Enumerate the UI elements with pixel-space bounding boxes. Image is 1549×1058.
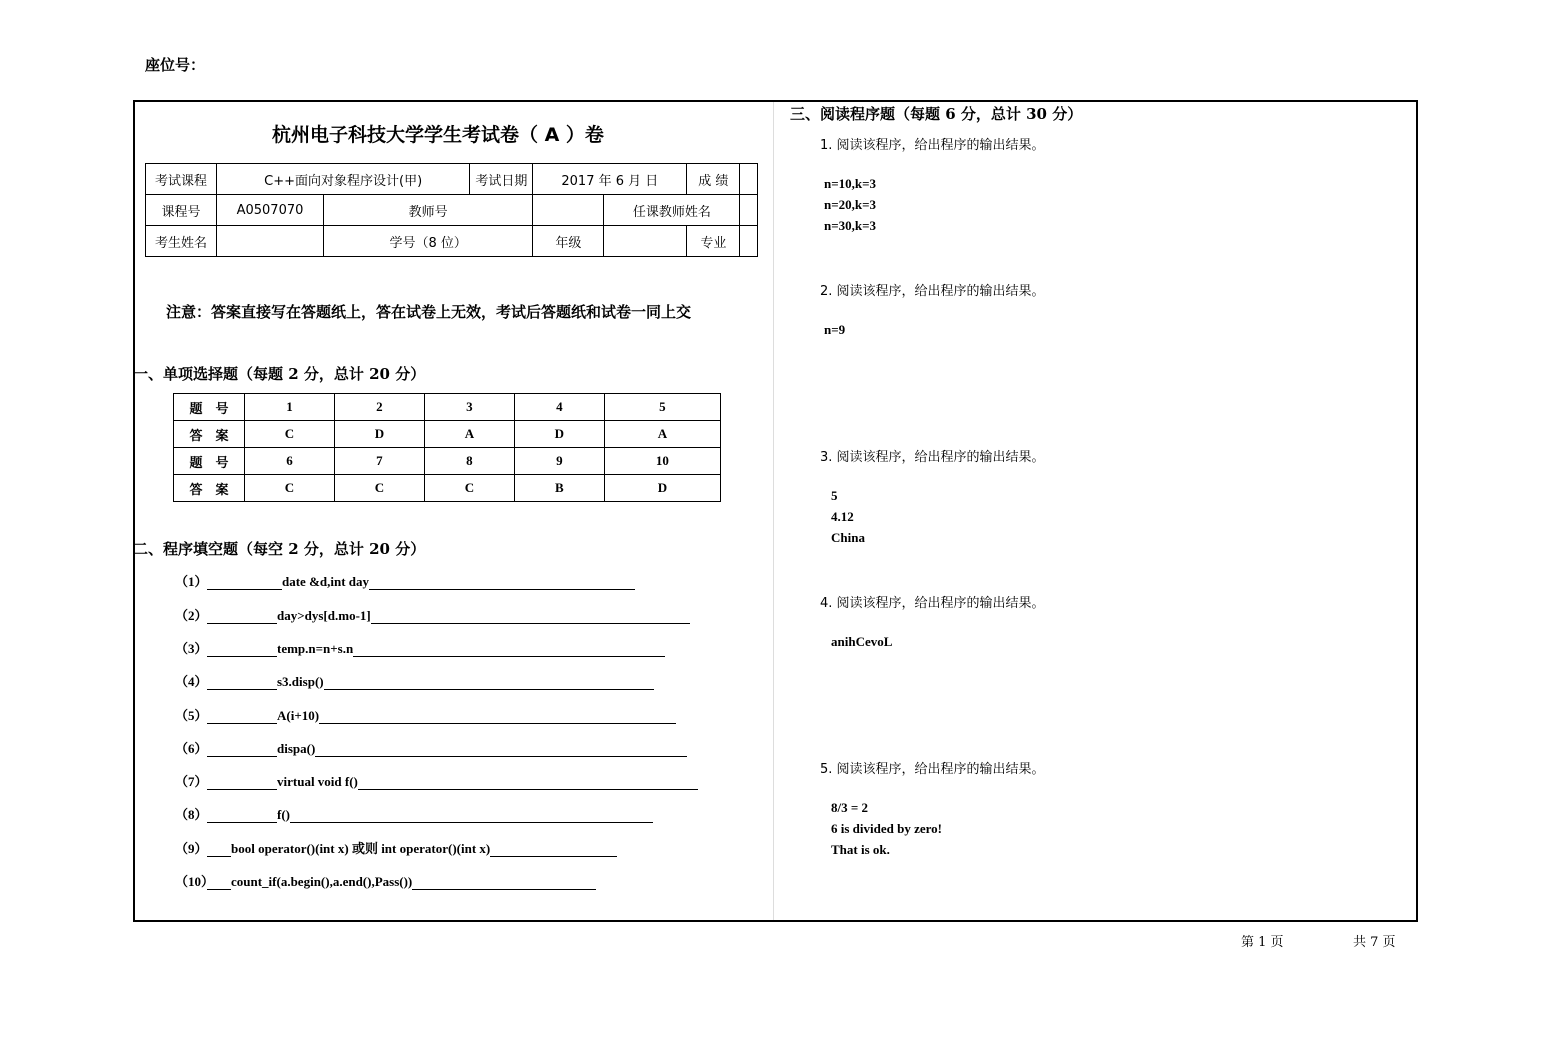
- answer-cell: A: [424, 421, 514, 448]
- student-name-label: 考生姓名: [146, 226, 217, 257]
- page-number: 第 1 页: [1241, 935, 1284, 950]
- teacher-name-field[interactable]: [740, 195, 758, 226]
- blank-line: [207, 640, 277, 657]
- fill-blank-item: [175, 606, 690, 624]
- answer-text: virtual void f(): [277, 774, 358, 789]
- answer-text: count_if(a.begin(),a.end(),Pass()): [231, 874, 413, 889]
- fill-blank-item: [175, 706, 676, 724]
- output-line: That is ok.: [831, 842, 890, 857]
- date-value: 2017 年 6 月 日: [533, 164, 687, 195]
- question-prompt: 2. 阅读该程序，给出程序的输出结果。: [820, 284, 1045, 299]
- answer-cell: 4: [514, 394, 604, 421]
- answer-cell: D: [604, 475, 720, 502]
- answer-cell: 5: [604, 394, 720, 421]
- fill-blank-item: [175, 805, 653, 823]
- item-number: （10）: [175, 874, 215, 889]
- item-number: （5）: [175, 708, 208, 723]
- answer-cell: B: [514, 475, 604, 502]
- grade-label: 年级: [533, 226, 604, 257]
- row-label: 题 号: [174, 448, 245, 475]
- teacher-name-label: 任课教师姓名: [604, 195, 740, 226]
- fill-blank-item: [175, 772, 698, 790]
- score-field[interactable]: [740, 164, 758, 195]
- question-prompt: 4. 阅读该程序，给出程序的输出结果。: [820, 596, 1045, 611]
- answer-cell: 6: [245, 448, 335, 475]
- answer-row: [174, 421, 721, 448]
- output-line: n=20,k=3: [824, 197, 877, 212]
- answer-cell: C: [245, 421, 335, 448]
- fill-blank-item: [175, 872, 596, 890]
- student-no-label: 学号（8 位）: [324, 226, 533, 257]
- answer-cell: 10: [604, 448, 720, 475]
- answer-cell: A: [604, 421, 720, 448]
- column-divider: [773, 102, 774, 920]
- page-total: 共 7 页: [1353, 935, 1396, 950]
- item-number: （7）: [175, 774, 208, 789]
- item-number: （3）: [175, 641, 208, 656]
- blank-line: [207, 873, 231, 890]
- answer-text: f(): [277, 807, 290, 822]
- output-line: 8/3 = 2: [831, 800, 869, 815]
- answer-cell: 9: [514, 448, 604, 475]
- blank-line: [315, 740, 687, 757]
- answer-text: temp.n=n+s.n: [277, 641, 354, 656]
- output-line: 5: [831, 488, 838, 503]
- section2-heading: 二、程序填空题（每空 2 分，总计 20 分）: [133, 540, 426, 558]
- blank-line: [324, 673, 654, 690]
- row-label: 题 号: [174, 394, 245, 421]
- info-table: [145, 163, 758, 257]
- section1-heading: 一、单项选择题（每题 2 分，总计 20 分）: [133, 365, 426, 383]
- page-title: 杭州电子科技大学学生考试卷（ A ）卷: [272, 124, 604, 146]
- course-no-value: A0507070: [217, 195, 324, 226]
- blank-line: [207, 806, 277, 823]
- answer-cell: C: [424, 475, 514, 502]
- item-number: （8）: [175, 807, 208, 822]
- fill-blank-item: [175, 572, 635, 590]
- answer-cell: D: [514, 421, 604, 448]
- teacher-no-label: 教师号: [324, 195, 533, 226]
- output-line: 6 is divided by zero!: [831, 821, 942, 836]
- fill-blank-item: [175, 739, 687, 757]
- date-label: 考试日期: [470, 164, 533, 195]
- blank-line: [207, 773, 277, 790]
- item-number: （6）: [175, 741, 208, 756]
- blank-line: [412, 873, 596, 890]
- answer-text: day>dys[d.mo-1]: [277, 608, 371, 623]
- course-no-label: 课程号: [146, 195, 217, 226]
- answer-row: [174, 394, 721, 421]
- blank-line: [290, 806, 653, 823]
- blank-line: [207, 573, 282, 590]
- blank-line: [353, 640, 665, 657]
- row-label: 答 案: [174, 475, 245, 502]
- output-line: China: [831, 530, 865, 545]
- blank-line: [319, 707, 676, 724]
- blank-line: [358, 773, 698, 790]
- blank-line: [371, 607, 690, 624]
- output-line: anihCevoL: [831, 634, 893, 649]
- answer-text: dispa(): [277, 741, 316, 756]
- student-name-field[interactable]: [217, 226, 324, 257]
- answer-text: bool operator()(int x) 或则 int operator()(int x): [231, 841, 491, 856]
- score-label: 成 绩: [687, 164, 740, 195]
- output-line: n=30,k=3: [824, 218, 877, 233]
- major-label: 专业: [687, 226, 740, 257]
- fill-blank-item: [175, 672, 654, 690]
- answer-cell: 1: [245, 394, 335, 421]
- question-prompt: 1. 阅读该程序，给出程序的输出结果。: [820, 138, 1045, 153]
- answer-text: A(i+10): [277, 708, 320, 723]
- blank-line: [207, 707, 277, 724]
- major-field[interactable]: [740, 226, 758, 257]
- fill-blank-item: [175, 639, 665, 657]
- question-prompt: 5. 阅读该程序，给出程序的输出结果。: [820, 762, 1045, 777]
- item-number: （9）: [175, 841, 208, 856]
- answer-cell: 2: [334, 394, 424, 421]
- blank-line: [207, 607, 277, 624]
- blank-line: [207, 840, 231, 857]
- blank-line: [207, 673, 277, 690]
- answer-cell: D: [334, 421, 424, 448]
- answer-row: [174, 448, 721, 475]
- seat-label: 座位号：: [145, 56, 206, 74]
- blank-line: [369, 573, 635, 590]
- output-line: n=9: [824, 322, 846, 337]
- answer-cell: 8: [424, 448, 514, 475]
- blank-line: [490, 840, 617, 857]
- item-number: （4）: [175, 674, 208, 689]
- section3-heading: 三、阅读程序题（每题 6 分，总计 30 分）: [790, 105, 1083, 123]
- row-label: 答 案: [174, 421, 245, 448]
- notice: 注意：答案直接写在答题纸上，答在试卷上无效，考试后答题纸和试卷一同上交: [166, 303, 692, 321]
- answer-cell: C: [334, 475, 424, 502]
- item-number: （2）: [175, 608, 208, 623]
- course-label: 考试课程: [146, 164, 217, 195]
- question-prompt: 3. 阅读该程序，给出程序的输出结果。: [820, 450, 1045, 465]
- grade-field[interactable]: [604, 226, 687, 257]
- course-value: C++面向对象程序设计(甲): [217, 164, 470, 195]
- teacher-no-field[interactable]: [533, 195, 604, 226]
- blank-line: [207, 740, 277, 757]
- output-line: n=10,k=3: [824, 176, 877, 191]
- answer-cell: 7: [334, 448, 424, 475]
- answer-cell: 3: [424, 394, 514, 421]
- answer-table: [173, 393, 721, 502]
- answer-text: s3.disp(): [277, 674, 324, 689]
- answer-row: [174, 475, 721, 502]
- answer-cell: C: [245, 475, 335, 502]
- answer-text: date &d,int day: [282, 574, 370, 589]
- fill-blank-item: [175, 839, 617, 857]
- item-number: （1）: [175, 574, 208, 589]
- output-line: 4.12: [831, 509, 854, 524]
